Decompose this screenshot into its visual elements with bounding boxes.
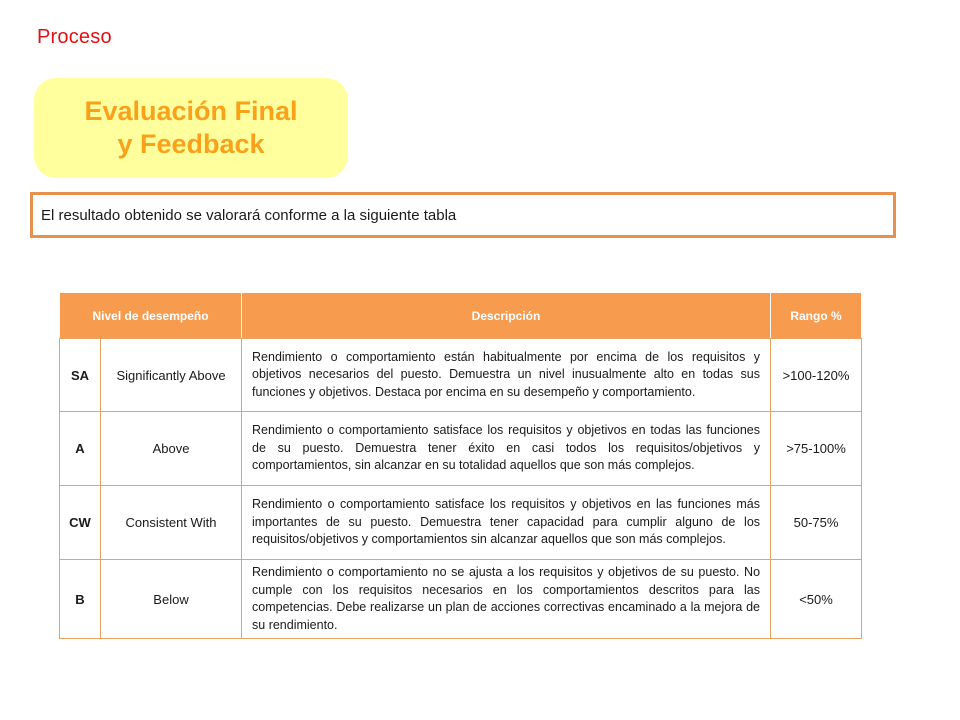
table-row-cw <box>60 486 862 560</box>
level-description: Rendimiento o comportamiento están habitualmente por encima de los requisitos y objetivos necesarios del puesto. Demuestra un nivel inusualmente alto en todas sus funciones y objetivos. Destaca por encima en su desempeño y comportamiento. <box>242 339 771 412</box>
page-title: Proceso <box>37 26 112 48</box>
level-range: <50% <box>771 560 862 639</box>
banner-line-2: y Feedback <box>117 129 265 159</box>
title-banner <box>34 78 348 178</box>
callout-box <box>30 192 896 238</box>
header-nivel-de-desempeno: Nivel de desempeño <box>60 293 242 339</box>
level-code: B <box>60 560 101 639</box>
level-name: Above <box>101 412 242 486</box>
level-name: Significantly Above <box>101 339 242 412</box>
table-header-row <box>60 293 862 339</box>
table-row-sa <box>60 339 862 412</box>
level-range: 50-75% <box>771 486 862 560</box>
level-name: Consistent With <box>101 486 242 560</box>
table-row-a <box>60 412 862 486</box>
level-description: Rendimiento o comportamiento no se ajusta a los requisitos y objetivos de su puesto. No cumple con los requisitos necesarios en los comportamientos descritos para las competencias. Debe realizarse un plan de acciones correctivas encaminado a la mejora de su rendimiento. <box>242 560 771 639</box>
level-code: A <box>60 412 101 486</box>
level-code: SA <box>60 339 101 412</box>
level-description: Rendimiento o comportamiento satisface los requisitos y objetivos en todas las funciones de su puesto. Demuestra tener éxito en casi todos los requisitos/objetivos y comportamientos, sin alcanzar en su totalidad aquellos que son más complejos. <box>242 412 771 486</box>
level-range: >75-100% <box>771 412 862 486</box>
callout-text: El resultado obtenido se valorará conforme a la siguiente tabla <box>41 206 457 224</box>
header-rango: Rango % <box>771 293 862 339</box>
table-row-b <box>60 560 862 639</box>
banner-line-1: Evaluación Final <box>84 96 298 127</box>
level-range: >100-120% <box>771 339 862 412</box>
level-description: Rendimiento o comportamiento satisface los requisitos y objetivos en las funciones más importantes de su puesto. Demuestra tener capacidad para cumplir alguno de los requisitos/objetivos y comportamientos sin alcanzar aquellos que son más complejos. <box>242 486 771 560</box>
header-descripcion: Descripción <box>242 293 771 339</box>
level-name: Below <box>101 560 242 639</box>
rating-table <box>59 292 862 639</box>
level-code: CW <box>60 486 101 560</box>
